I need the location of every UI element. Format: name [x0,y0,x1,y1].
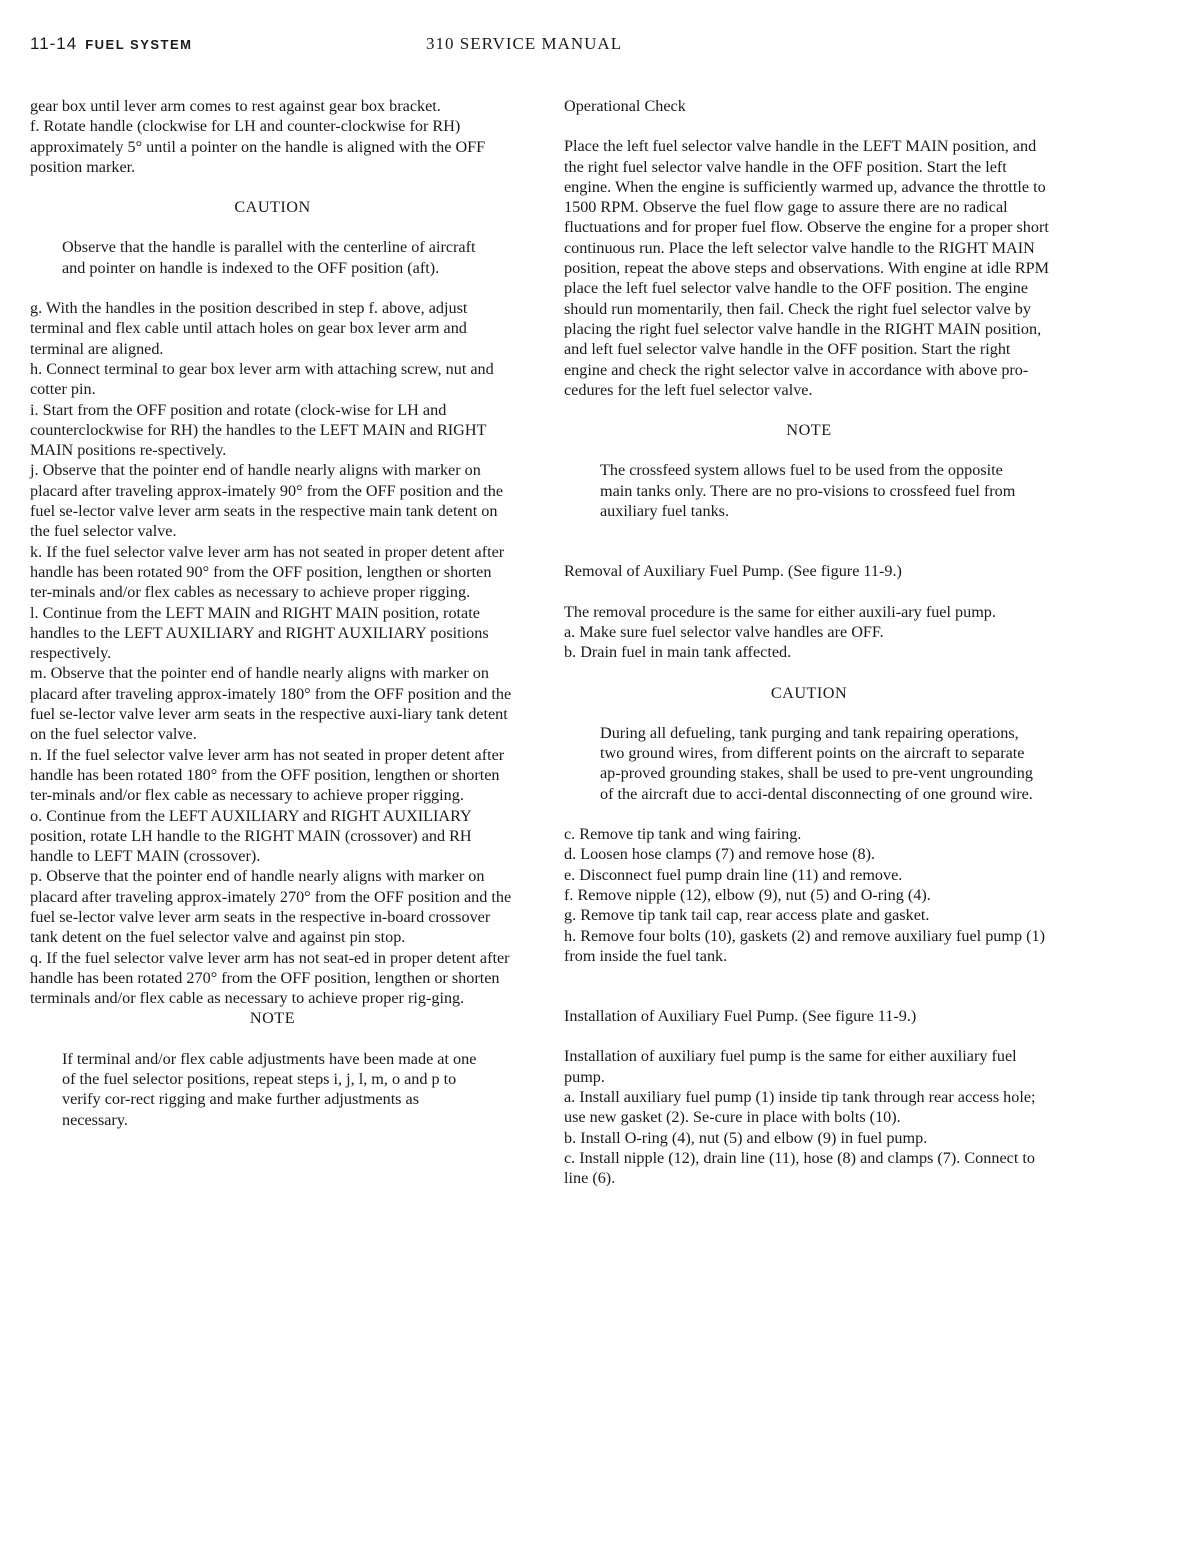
caution-heading: CAUTION [770,683,848,702]
step-i: i. Start from the OFF position and rotate (clock-wise for LH and counterclockwise for RH) the handles to the LEFT MAIN and RIGHT MAIN positions re-spectively. [30,400,487,460]
installation-step-b: b. Install O-ring (4), nut (5) and elbow (9) in fuel pump. [564,1128,928,1147]
step-o: o. Continue from the LEFT AUXILIARY and RIGHT AUXILIARY position, rotate LH handle to the RIGHT MAIN (crossover) and RH handle to LEFT MAIN (crossover). [30,806,472,866]
removal-step-e: e. Disconnect fuel pump drain line (11) and remove. [564,865,903,884]
installation-heading: Installation of Auxiliary Fuel Pump. (See figure 11-9.) [564,1007,917,1026]
removal-step-d: d. Loosen hose clamps (7) and remove hose (8). [564,845,876,864]
left-column [30,96,515,1130]
installation-intro: Installation of auxiliary fuel pump is the same for either auxiliary fuel pump. [564,1047,1017,1086]
installation-step-a: a. Install auxiliary fuel pump (1) inside tip tank through rear access hole; use new gasket (2). Se-cure in place with bolts (10). [564,1087,1036,1127]
step-l: l. Continue from the LEFT MAIN and RIGHT MAIN position, rotate handles to the LEFT AUXILIARY and RIGHT AUXILIARY positions respectively. [30,603,489,663]
caution-text: During all defueling, tank purging and tank repairing operations, two ground wires, from different points on the aircraft to separate ap-proved grounding stakes, shall be used to pre-vent ungrounding of the aircraft due to acci-dental disconnecting of one ground wire. [600,723,1033,803]
note-heading: NOTE [786,421,832,440]
step-k: k. If the fuel selector valve lever arm has not seated in proper detent after handle has been rotated 90° from the OFF position, lengthen or shorten ter-minals and/or flex cables as necessary to achieve proper rigging. [30,542,505,602]
step-h: h. Connect terminal to gear box lever arm with attaching screw, nut and cotter pin. [30,359,494,399]
step-m: m. Observe that the pointer end of handle nearly aligns with marker on placard after traveling approx-imately 180° from the OFF position and the fuel se-lector valve lever arm seats in the respective auxi-liary tank detent on the fuel selector valve. [30,664,512,744]
note-text: If terminal and/or flex cable adjustments have been made at one of the fuel selector positions, repeat steps i, j, l, m, o and p to verify cor-rect rigging and make further adjustments as necessary. [62,1049,477,1129]
note-text: The crossfeed system allows fuel to be used from the opposite main tanks only. There are no pro-visions to crossfeed fuel from auxiliary fuel tanks. [600,461,1016,521]
removal-step-h: h. Remove four bolts (10), gaskets (2) and remove auxiliary fuel pump (1) from inside the fuel tank. [564,926,1046,965]
removal-intro: The removal procedure is the same for either auxili-ary fuel pump. [564,602,996,621]
removal-step-f: f. Remove nipple (12), elbow (9), nut (5) and O-ring (4). [564,885,931,904]
removal-step-c: c. Remove tip tank and wing fairing. [564,825,802,844]
step-f: f. Rotate handle (clockwise for LH and counter-clockwise for RH) approximately 5° until a pointer on the handle is aligned with the OFF position marker. [30,117,486,176]
removal-step-b: b. Drain fuel in main tank affected. [564,643,792,662]
right-column [564,96,1054,1188]
step-j: j. Observe that the pointer end of handle nearly aligns with marker on placard after traveling approx-imately 90° from the OFF position and the fuel se-lector valve lever arm seats in the respective main tank detent on the fuel selector valve. [30,461,504,541]
page-header [30,30,1180,62]
step-q: q. If the fuel selector valve lever arm has not seat-ed in proper detent after handle has been rotated 270° from the OFF position, lengthen or shorten terminals and/or flex cable as necessary to achieve proper rig-ging. [30,948,510,1008]
step-n: n. If the fuel selector valve lever arm has not seated in proper detent after handle has been rotated 180° from the OFF position, lengthen or shorten ter-minals and/or flex cable as necessary to achieve proper rigging. [30,745,505,805]
section-name: FUEL SYSTEM [85,37,193,52]
caution-text: Observe that the handle is parallel with the centerline of aircraft and pointer on handle is indexed to the OFF position (aft). [62,238,476,277]
note-heading: NOTE [249,1009,296,1028]
installation-step-c: c. Install nipple (12), drain line (11), hose (8) and clamps (7). Connect to line (6). [564,1148,1035,1188]
removal-step-g: g. Remove tip tank tail cap, rear access plate and gasket. [564,906,930,925]
operational-check-text: Place the left fuel selector valve handle in the LEFT MAIN position, and the right fuel selector valve handle in the OFF position. Start the left engine. When the engine is sufficiently warmed up, advance the throttle to 1500 RPM. Observe the fuel flow gage to assure there are no radical fluctuations and for proper fuel flow. Observe the engine for a proper short continuous run. Place the left selector valve handle to the RIGHT MAIN position, repeat the above steps and observations. With engine at idle RPM place the left fuel selector valve handle to the OFF position. The engine should run momentarily, then fail. Check the right fuel selector valve by placing the right fuel selector valve handle in the RIGHT MAIN position, and left fuel selector valve handle in the OFF position. Start the right engine and check the right selector valve in accordance with above pro-cedures for the left fuel selector valve. [564,137,1050,399]
step-g: g. With the handles in the position described in step f. above, adjust terminal and flex cable until attach holes on gear box lever arm and terminal are aligned. [30,299,468,358]
step-p: p. Observe that the pointer end of handle nearly aligns with marker on placard after traveling approx-imately 270° from the OFF position and the fuel se-lector valve lever arm seats in the respective in-board crossover tank detent on the fuel selector valve and against pin stop. [30,867,512,947]
manual-title: 310 SERVICE MANUAL [426,34,623,53]
paragraph: gear box until lever arm comes to rest against gear box bracket. [30,97,441,115]
operational-check-heading: Operational Check [564,97,686,115]
removal-heading: Removal of Auxiliary Fuel Pump. (See figure 11-9.) [564,562,902,581]
removal-step-a: a. Make sure fuel selector valve handles are OFF. [564,622,884,641]
page-number: 11-14 FUEL SYSTEM [30,34,193,53]
caution-heading: CAUTION [234,198,311,217]
